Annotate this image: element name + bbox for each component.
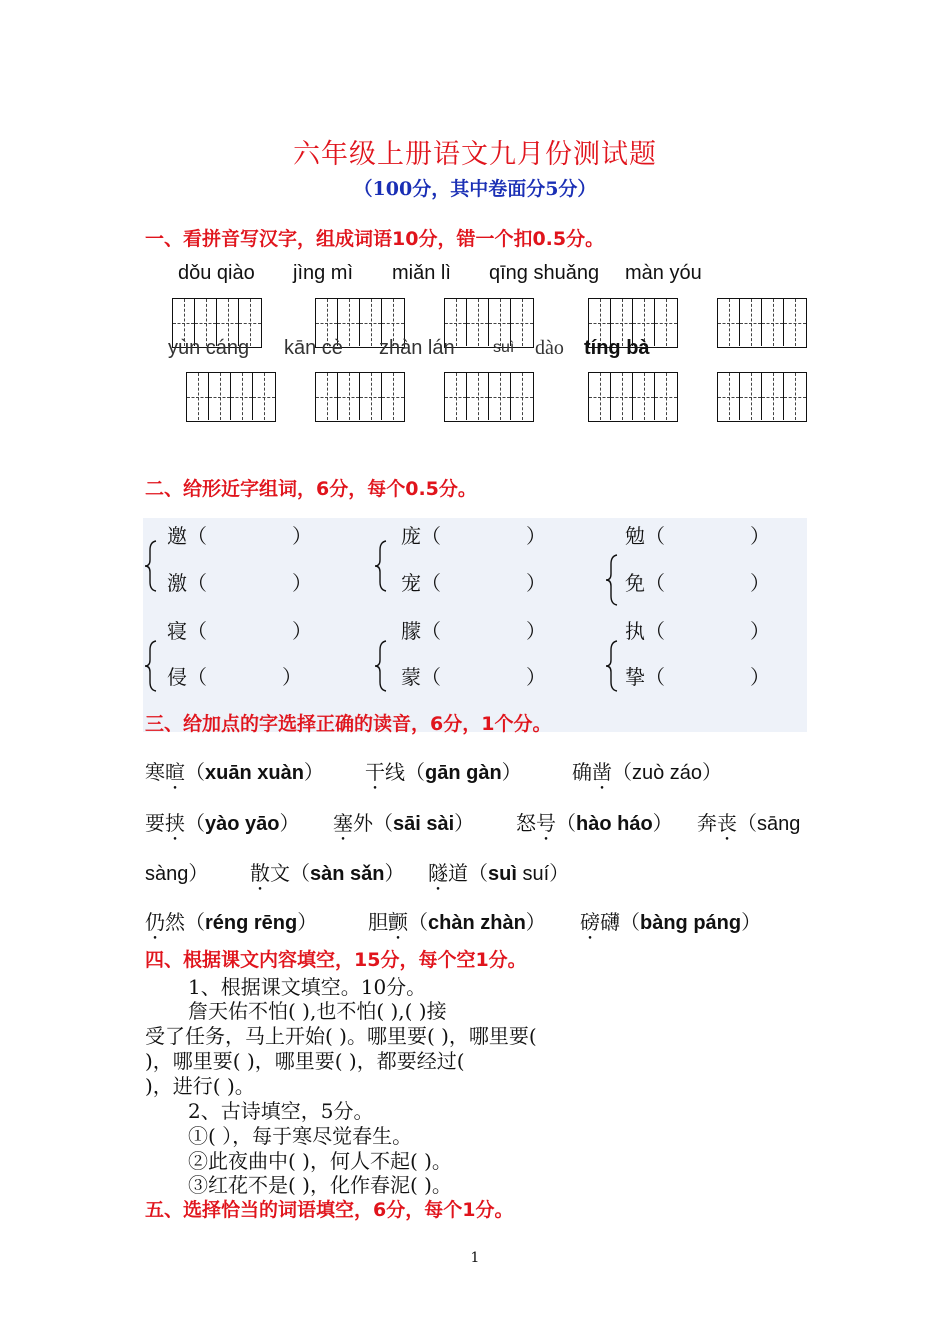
word-group-item: ）: [526, 524, 546, 548]
word-group-item: ）: [292, 524, 312, 548]
reading-item: 磅礴（bàng páng）: [580, 910, 762, 934]
word-group-item: 执（: [625, 619, 665, 643]
pinyin-label: yùn cáng: [168, 337, 250, 359]
brace-icon: [374, 640, 388, 692]
reading-item: 要挟（yào yāo）: [145, 811, 300, 835]
fill-in-line: 1、根据课文填空。10分。: [188, 975, 427, 999]
fill-in-line: )，哪里要( )，哪里要( )，都要经过(: [145, 1049, 465, 1073]
section-2-heading: 二、给形近字组词，6分，每个0.5分。: [145, 478, 477, 500]
pinyin-label: dǒu qiào: [178, 262, 255, 284]
pinyin-label: dào: [535, 337, 564, 359]
fill-in-line: ③红花不是( )，化作春泥( )。: [188, 1173, 452, 1197]
word-group-item: 免（: [625, 571, 665, 595]
word-group-item: ）: [526, 665, 546, 689]
word-group-item: 邀（: [167, 524, 207, 548]
page-title: 六年级上册语文九月份测试题: [293, 139, 657, 170]
word-group-item: 寝（: [167, 619, 207, 643]
pinyin-label: tíng bà: [584, 337, 650, 359]
writing-grid[interactable]: [315, 372, 405, 422]
writing-grid[interactable]: [444, 372, 534, 422]
brace-icon: [144, 640, 158, 692]
shaded-area: [143, 518, 807, 732]
section-3-heading: 三、给加点的字选择正确的读音，6分，1个分。: [145, 713, 552, 735]
fill-in-line: 受了任务，马上开始( )。哪里要( )，哪里要(: [145, 1024, 537, 1048]
fill-in-line: )，进行( )。: [145, 1074, 255, 1098]
pinyin-label: kān cè: [284, 337, 343, 359]
word-group-item: 朦（: [401, 619, 441, 643]
writing-grid[interactable]: [717, 298, 807, 348]
writing-grid[interactable]: [717, 372, 807, 422]
reading-item-continued: sàng）: [145, 863, 209, 885]
reading-item: 塞外（sāi sài）: [333, 811, 475, 835]
reading-item: 确凿（zuò záo）: [572, 760, 723, 784]
pinyin-label: suì: [493, 339, 515, 356]
reading-item: 寒暄（xuān xuàn）: [145, 760, 324, 784]
section-5-heading: 五、选择恰当的词语填空，6分，每个1分。: [145, 1199, 514, 1221]
word-group-item: ）: [750, 524, 770, 548]
section-1-heading: 一、看拼音写汉字，组成词语10分，错一个扣0.5分。: [145, 228, 605, 250]
fill-in-line: ②此夜曲中( )，何人不起( )。: [188, 1149, 452, 1173]
page-subtitle: （100分，其中卷面分5分）: [353, 178, 597, 200]
brace-icon: [144, 540, 158, 592]
word-group-item: ）: [292, 571, 312, 595]
word-group-item: 激（: [167, 571, 207, 595]
reading-item: 干线（gān gàn）: [365, 760, 522, 784]
reading-item: 怒号（hào háo）: [516, 811, 673, 835]
word-group-item: 宠（: [401, 571, 441, 595]
reading-item: 奔丧（sāng: [697, 811, 801, 835]
pinyin-label: miǎn lì: [392, 262, 451, 284]
word-group-item: 勉（: [625, 524, 665, 548]
word-group-item: 庞（: [401, 524, 441, 548]
writing-grid[interactable]: [186, 372, 276, 422]
word-group-item: 侵（: [167, 665, 207, 689]
reading-item: 隧道（suì suí）: [428, 861, 570, 885]
page-number: 1: [470, 1250, 480, 1266]
brace-icon: [605, 640, 619, 692]
word-group-item: ）: [526, 619, 546, 643]
word-group-item: ）: [282, 665, 302, 689]
section-4-heading: 四、根据课文内容填空，15分，每个空1分。: [145, 949, 527, 971]
word-group-item: 挚（: [625, 665, 665, 689]
pinyin-label: zhàn lán: [379, 337, 455, 359]
word-group-item: ）: [526, 571, 546, 595]
word-group-item: ）: [292, 619, 312, 643]
writing-grid[interactable]: [444, 298, 534, 348]
fill-in-line: 2、古诗填空，5分。: [188, 1099, 374, 1123]
word-group-item: ）: [750, 619, 770, 643]
word-group-item: 蒙（: [401, 665, 441, 689]
pinyin-label: qīng shuǎng: [489, 262, 600, 284]
brace-icon: [374, 540, 388, 592]
reading-item: 散文（sàn sǎn）: [250, 861, 405, 885]
fill-in-line: 詹天佑不怕( ),也不怕( ),( )接: [188, 999, 447, 1023]
fill-in-line: ①( ），每于寒尽觉春生。: [188, 1124, 413, 1148]
word-group-item: ）: [750, 665, 770, 689]
word-group-item: ）: [750, 571, 770, 595]
pinyin-label: màn yóu: [625, 262, 702, 284]
reading-item: 胆颤（chàn zhàn）: [368, 910, 546, 934]
reading-item: 仍然（réng rēng）: [145, 910, 318, 934]
brace-icon: [605, 554, 619, 606]
pinyin-label: jìng mì: [293, 262, 354, 284]
writing-grid[interactable]: [588, 372, 678, 422]
